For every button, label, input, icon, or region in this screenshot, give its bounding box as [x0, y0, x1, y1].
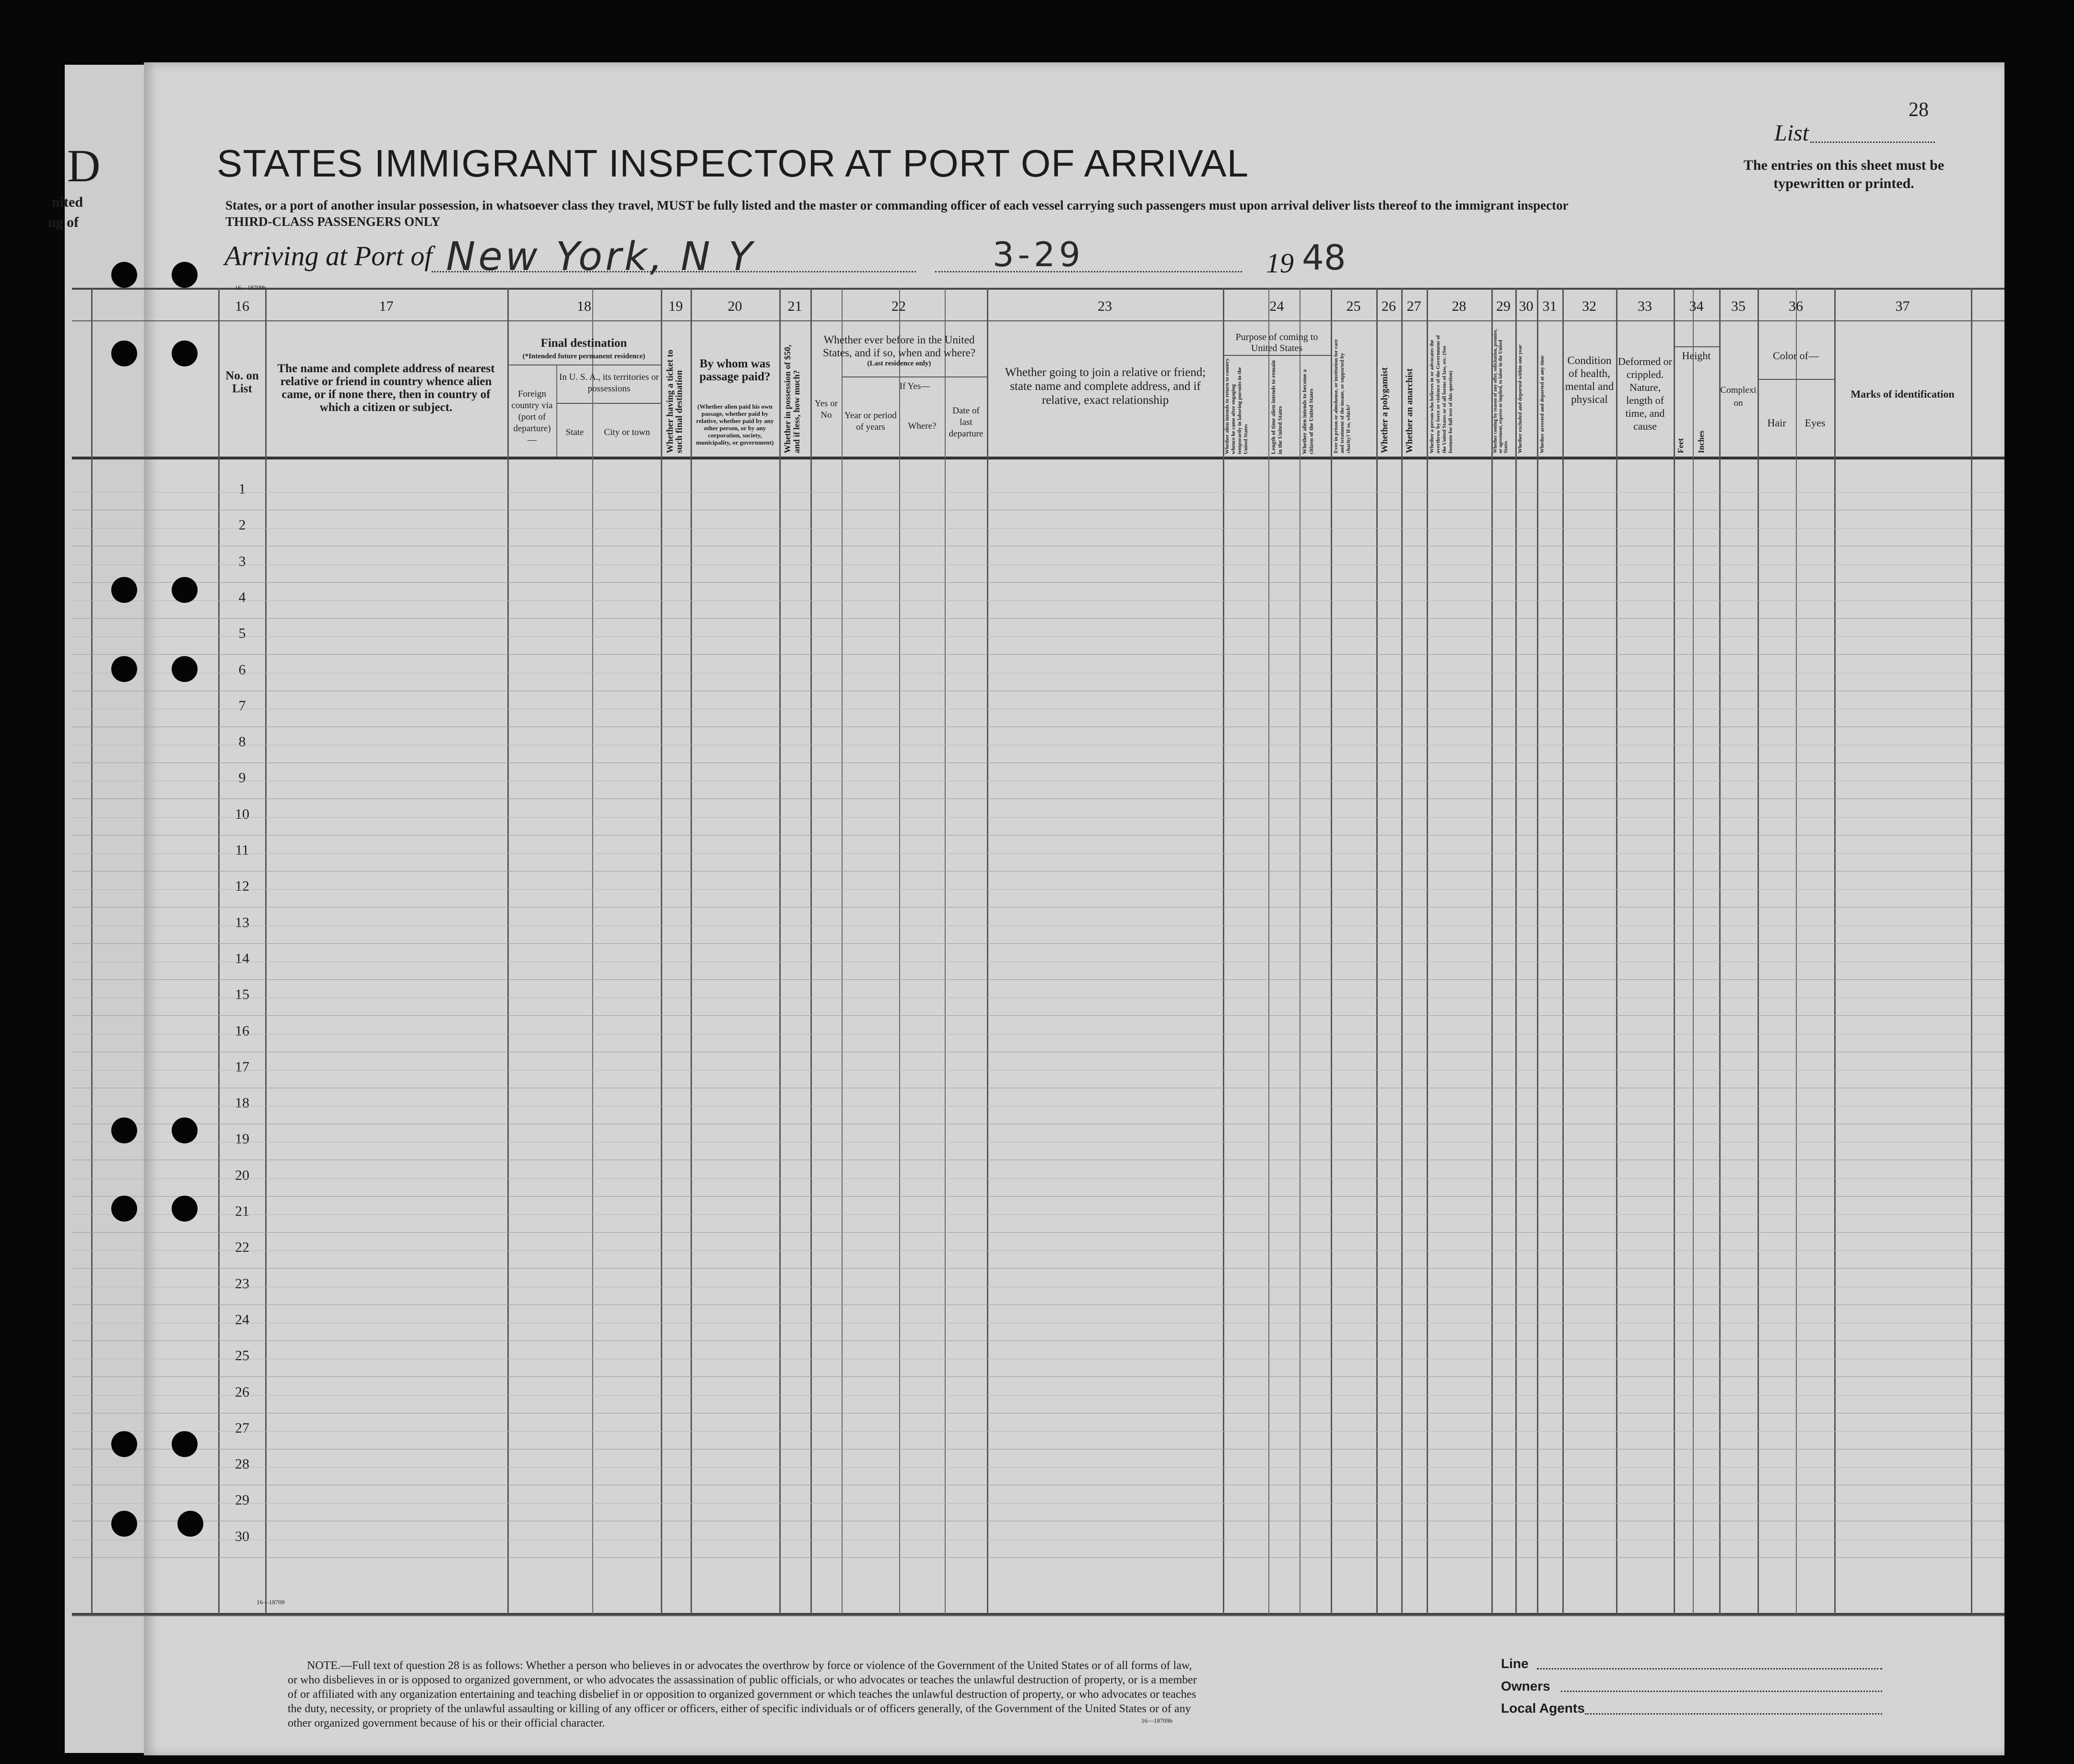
column-divider [1268, 288, 1269, 1614]
column-number: 27 [1406, 298, 1421, 314]
column-divider [1834, 288, 1836, 1614]
footnote-line: other organized government because of his or their official character. [288, 1717, 605, 1729]
footnote-line: of or affiliated with any organization entertaining and teaching disbelief in or opposition to organized government or which teaches the unlawful destruction of property, or who advocates or teaches [288, 1688, 1196, 1701]
row-number: 12 [235, 878, 249, 894]
passenger-class-text: THIRD-CLASS PASSENGERS ONLY [225, 214, 441, 229]
col26-header: Whether a polygamist [1380, 367, 1390, 453]
row-number: 10 [235, 806, 249, 822]
column-number: 19 [668, 298, 683, 314]
column-number: 28 [1452, 298, 1466, 314]
punch-hole [172, 262, 198, 288]
list-line [1810, 141, 1935, 143]
column-number: 25 [1346, 298, 1361, 314]
row-guide [72, 1250, 2004, 1251]
left-page-fragment-letter: D [67, 140, 101, 191]
row-number: 16 [235, 1023, 249, 1039]
row-number: 22 [235, 1239, 249, 1256]
column-divider [1674, 288, 1675, 1614]
column-number: 18 [577, 298, 591, 314]
col17-header: The name and complete address of nearest relative or friend in country whence alien came, or if none there, then in country of which a citizen or subject. [277, 362, 495, 414]
column-divider [1537, 288, 1538, 1614]
row-number: 25 [235, 1348, 249, 1364]
col22-subtitle: (Last residence only) [867, 360, 931, 367]
column-number: 20 [727, 298, 742, 314]
column-divider [945, 288, 946, 1614]
column-divider [1491, 288, 1493, 1614]
row-number: 18 [235, 1095, 249, 1111]
row-guide [72, 636, 2004, 637]
footnote-line: or who disbelieves in or is opposed to organized government, or who advocates the assassination of public officials, or who advocates or teaches the unlawful destruction of property, or is a member [288, 1674, 1197, 1686]
row-rule [72, 1015, 2004, 1016]
row-rule [72, 1196, 2004, 1197]
row-number: 15 [235, 987, 249, 1003]
port-handwritten-value: New York, N Y [446, 234, 755, 280]
form-code: 16—18709b [235, 284, 266, 291]
punch-hole [172, 1117, 198, 1143]
punch-hole [111, 1431, 137, 1457]
row-rule [72, 582, 2004, 583]
column-number: 31 [1542, 298, 1557, 314]
row-number: 27 [235, 1420, 249, 1436]
row-guide [72, 1034, 2004, 1035]
row-number: 17 [235, 1058, 249, 1075]
column-divider [779, 288, 781, 1614]
row-guide [72, 1395, 2004, 1396]
subheader-divider [556, 365, 557, 457]
column-divider [91, 288, 93, 1614]
col23-header: Whether going to join a relative or friend; state name and complete address, and if relative, exact relationship [1005, 366, 1206, 407]
col22-date-header: Date of last departure [949, 406, 984, 439]
column-number: 32 [1582, 298, 1596, 314]
footer-separator [72, 1615, 2004, 1616]
row-number: 14 [235, 950, 249, 966]
list-label: List [1774, 120, 1809, 146]
date-line [935, 271, 1242, 272]
form-code: 16—18709 [257, 1599, 285, 1606]
col22-yesno-header: Yes or No [814, 399, 838, 420]
header-bottom-rule [72, 457, 2004, 459]
row-number: 23 [235, 1275, 249, 1292]
col18-subtitle: (*Intended future permanent residence) [522, 353, 645, 360]
punch-hole [172, 341, 198, 366]
footnote-line: NOTE.—Full text of question 28 is as follows: Whether a person who believes in or advocates the overthrow by force or violence of the Government of the United States or of all forms of law, [307, 1659, 1192, 1672]
row-guide [72, 564, 2004, 565]
form-code: 16—18709b [1141, 1717, 1172, 1724]
row-number: 13 [235, 914, 249, 930]
row-guide [72, 600, 2004, 601]
punch-hole [111, 1511, 137, 1537]
column-divider [1693, 288, 1694, 1614]
column-divider [507, 288, 509, 1614]
row-rule [72, 979, 2004, 980]
column-number: 37 [1895, 298, 1910, 314]
row-number: 4 [238, 589, 246, 605]
col18-title: Final destination [540, 337, 627, 350]
column-divider [1401, 288, 1403, 1614]
col22-year-header: Year or period of years [844, 411, 897, 432]
column-divider [1223, 288, 1224, 1614]
punch-hole [177, 1511, 203, 1537]
col27-header: Whether an anarchist [1405, 368, 1415, 453]
arriving-port-label: Arriving at Port of [224, 240, 433, 271]
row-number: 20 [235, 1167, 249, 1183]
punch-hole [172, 1196, 198, 1222]
col33-header: Deformed or crippled. Nature, length of time, and cause [1617, 355, 1672, 432]
column-divider [1331, 288, 1332, 1614]
col22-ifyes: If Yes— [899, 381, 930, 391]
col22-where-header: Where? [908, 421, 937, 431]
col20-subtitle: (Whether alien paid his own passage, whether paid by relative, whether paid by any other person, or by any corporation, society, municipality, or government) [696, 403, 774, 446]
arrival-date-value: 3-29 [993, 235, 1084, 274]
col20-title: By whom was passage paid? [699, 357, 771, 383]
col31-header: Whether arrested and deported at any time [1539, 355, 1545, 453]
column-number: 22 [891, 298, 906, 314]
row-rule [72, 1268, 2004, 1269]
subheader-rule [842, 376, 987, 377]
row-number: 9 [238, 770, 246, 786]
column-divider [1427, 288, 1428, 1614]
typewritten-note: The entries on this sheet must be typewritten or printed. [1743, 157, 1945, 191]
row-number: 29 [235, 1492, 249, 1508]
row-rule [72, 1376, 2004, 1377]
row-guide [72, 889, 2004, 890]
row-guide [72, 492, 2004, 493]
col24-citizen-header: Whether alien intends to become a citizen of the United States [1301, 369, 1314, 454]
col36-title: Color of— [1773, 350, 1819, 362]
row-guide [72, 1431, 2004, 1432]
column-number: 35 [1731, 298, 1746, 314]
col16-header: No. on List [225, 369, 259, 395]
row-rule [72, 618, 2004, 619]
col24-return-header: Whether alien intends to return to country whence he came after engaging temporarily in laboring pursuits in the United States [1224, 358, 1249, 454]
col36-eyes-header: Eyes [1804, 417, 1826, 429]
instruction-text: States, or a port of another insular possession, in whatsoever class they travel, MUST be fully listed and the master or commanding officer of each vessel carrying such passengers must upon arrival deliver lists thereof to the immigrant inspector [225, 198, 1569, 212]
col30-header: Whether excluded and deported within one year [1517, 344, 1523, 453]
col24-length-header: Length of time alien intends to remain in the United States [1270, 360, 1283, 454]
year-handwritten-value: 48 [1302, 237, 1346, 278]
column-divider [1515, 288, 1517, 1614]
line-signature-line [1537, 1668, 1882, 1670]
punch-hole [111, 262, 137, 288]
column-divider [1376, 288, 1378, 1614]
row-number: 6 [238, 661, 246, 678]
column-divider [810, 288, 812, 1614]
column-number: 29 [1496, 298, 1511, 314]
column-divider [691, 288, 692, 1614]
column-number: 30 [1519, 298, 1534, 314]
column-divider [1300, 288, 1301, 1614]
row-number: 19 [235, 1131, 249, 1147]
column-divider [1971, 288, 1972, 1614]
row-number: 30 [235, 1528, 249, 1544]
local-agents-label: Local Agents [1501, 1701, 1585, 1716]
row-guide [72, 1214, 2004, 1215]
row-number: 2 [238, 517, 246, 533]
row-rule [72, 943, 2004, 944]
col22-title: Whether ever before in the United States, and if so, when and where? [822, 334, 976, 359]
col35-header: Complexion [1720, 385, 1757, 408]
col25-header: Ever in prison or almshouse, or institution for care and treatment of the insane, or supported by charity? If so, which? [1333, 339, 1351, 453]
row-guide [72, 1467, 2004, 1468]
local-agents-signature-line [1585, 1713, 1882, 1715]
column-divider [842, 288, 843, 1614]
column-number: 24 [1269, 298, 1284, 314]
manifest-sheet [144, 62, 2004, 1755]
page-title: STATES IMMIGRANT INSPECTOR AT PORT OF ARRIVAL [217, 142, 1249, 185]
left-page-fragment-text: nited [52, 194, 83, 210]
row-number: 7 [238, 697, 246, 714]
col21-header: Whether in possession of $50, and if less, how much? [783, 344, 801, 453]
punch-hole [111, 341, 137, 366]
col37-header: Marks of identification [1851, 388, 1955, 400]
punch-hole [172, 656, 198, 682]
row-guide [72, 1178, 2004, 1179]
owners-signature-line [1561, 1691, 1882, 1692]
column-divider [661, 288, 662, 1614]
column-number: 33 [1638, 298, 1652, 314]
row-rule [72, 1557, 2004, 1558]
row-guide [72, 853, 2004, 854]
subheader-rule [1758, 379, 1834, 380]
left-page-fragment-text: ng of [48, 214, 79, 230]
column-divider [1796, 288, 1797, 1614]
column-number: 16 [235, 298, 249, 314]
row-number: 8 [238, 734, 246, 750]
punch-hole [111, 1117, 137, 1143]
table-top-rule [72, 288, 2004, 290]
column-number: 34 [1689, 298, 1704, 314]
row-guide [72, 1503, 2004, 1504]
column-divider [987, 288, 988, 1614]
col24-title: Purpose of coming to United States [1235, 332, 1318, 353]
col34-inches-header: Inches [1697, 430, 1706, 453]
row-rule [72, 654, 2004, 655]
row-number: 11 [235, 842, 249, 858]
owners-label: Owners [1501, 1679, 1550, 1693]
column-number: 21 [787, 298, 802, 314]
column-divider [592, 288, 593, 1614]
year-prefix: 19 [1266, 247, 1294, 279]
punch-hole [111, 1196, 137, 1222]
col18-usa-header: In U. S. A., its territories or possessions [559, 372, 659, 394]
col34-feet-header: Feet [1676, 438, 1685, 453]
punch-hole [111, 656, 137, 682]
row-number: 1 [238, 481, 246, 497]
footnote-line: the duty, necessity, or propriety of the unlawful assaulting or killing of any officer or officers, either of specific individuals or of officers generally, of the Government of the United States or of any [288, 1703, 1191, 1715]
subheader-rule [1674, 346, 1719, 347]
col18-city-header: City or town [604, 427, 650, 437]
column-number: 17 [379, 298, 394, 314]
punch-hole [172, 1431, 198, 1457]
column-number: 26 [1382, 298, 1396, 314]
row-number: 26 [235, 1384, 249, 1400]
col19-header: Whether having a ticket to such final destination [665, 349, 684, 453]
list-number: 28 [1909, 99, 1929, 121]
line-label: Line [1501, 1656, 1529, 1671]
row-number: 21 [235, 1203, 249, 1219]
column-number-rule [72, 320, 2004, 321]
col28-header: Whether a person who believes in or advocates the overthrow by force or violence of the Government of the United States or of all forms of law, etc. (See footnote for full text of this question) [1429, 335, 1453, 453]
punch-hole [172, 577, 198, 603]
column-number: 23 [1098, 298, 1112, 314]
row-rule [72, 1232, 2004, 1233]
subheader-rule [1223, 355, 1331, 356]
punch-hole [111, 577, 137, 603]
column-divider [1562, 288, 1564, 1614]
subheader-rule [556, 403, 661, 404]
column-divider [899, 288, 900, 1614]
row-guide [72, 528, 2004, 529]
col36-hair-header: Hair [1767, 417, 1786, 429]
row-number: 28 [235, 1456, 249, 1472]
row-number: 3 [238, 553, 246, 569]
col29-header: Whether coming by reason of any offer, solicitation, promise, or agreement, express or implied, to labor in the United States [1493, 329, 1509, 453]
column-divider [1616, 288, 1617, 1614]
row-number: 5 [238, 625, 246, 642]
col18-state-header: State [565, 427, 584, 437]
col32-header: Condition of health, mental and physical [1565, 354, 1614, 405]
column-divider [1719, 288, 1721, 1614]
col18-foreign-header: Foreign country via (port of departure)— [511, 389, 553, 445]
column-divider [1758, 288, 1759, 1614]
column-number: 36 [1789, 298, 1803, 314]
col34-title: Height [1682, 350, 1711, 362]
row-guide [72, 817, 2004, 818]
row-number: 24 [235, 1311, 249, 1328]
